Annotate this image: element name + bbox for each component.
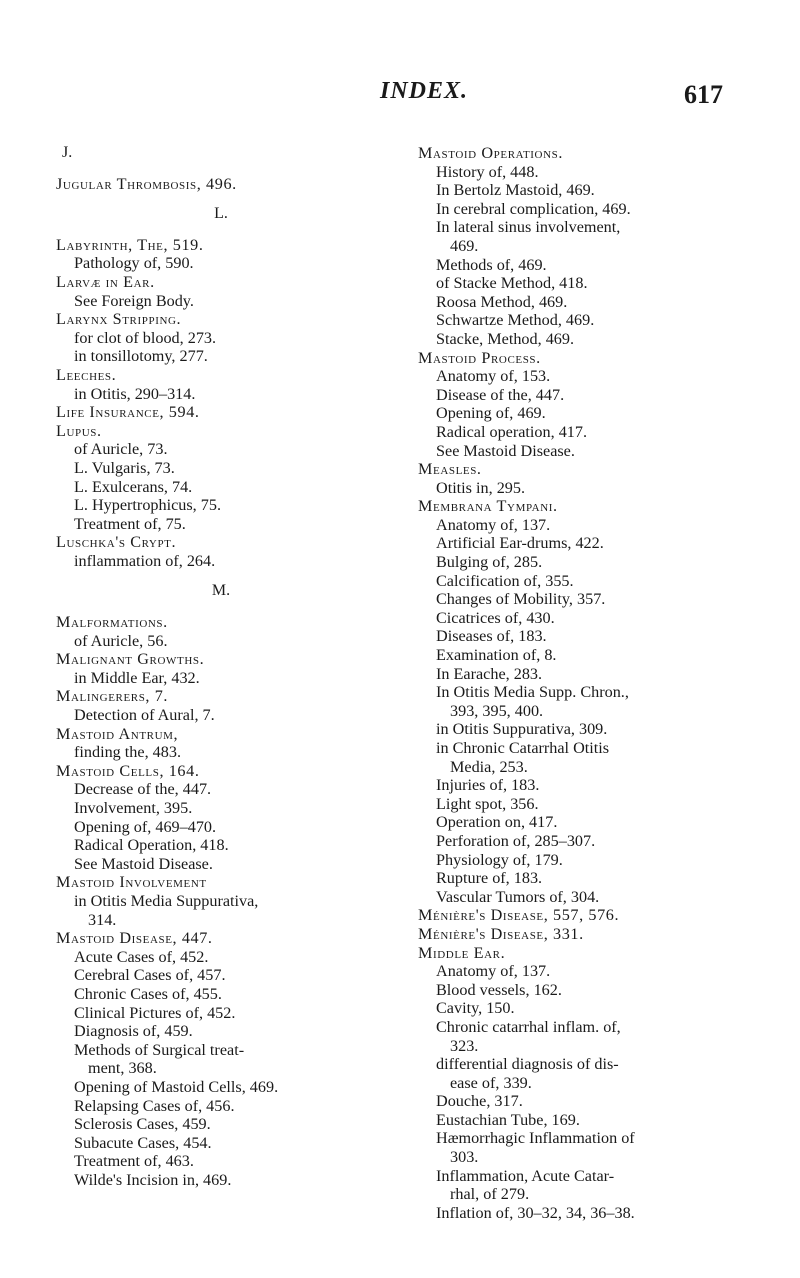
index-subentry: Cavity, 150.: [436, 999, 515, 1018]
index-subentry: Chronic catarrhal inflam. of,: [436, 1017, 621, 1036]
index-subentry: inflammation of, 264.: [74, 551, 216, 570]
index-heading: Malingerers, 7.: [56, 687, 169, 706]
index-subentry: Hæmorrhagic Inflammation of: [436, 1129, 635, 1148]
index-subentry: Roosa Method, 469.: [436, 292, 568, 311]
index-heading: Ménière's Disease, 557, 576.: [418, 906, 620, 925]
index-subentry: Chronic Cases of, 455.: [74, 984, 222, 1003]
index-heading: Ménière's Disease, 331.: [418, 924, 584, 943]
index-subentry: Anatomy of, 153.: [436, 367, 551, 386]
index-heading: Life Insurance, 594.: [56, 403, 200, 422]
index-subentry: Light spot, 356.: [436, 794, 539, 813]
index-subentry: in Otitis, 290–314.: [74, 384, 196, 403]
index-subentry: in tonsillotomy, 277.: [74, 347, 208, 366]
section-letter-m: M.: [211, 582, 231, 600]
section-letter-j: J.: [62, 144, 73, 161]
index-subentry-cont: 393, 395, 400.: [450, 701, 544, 720]
index-heading: Malformations.: [56, 613, 168, 632]
index-subentry-cont: 323.: [450, 1036, 479, 1055]
index-subentry: Opening of, 469.: [436, 404, 546, 423]
index-subentry: L. Hypertrophicus, 75.: [74, 496, 222, 515]
index-subentry: Otitis in, 295.: [436, 478, 526, 497]
index-subentry: differential diagnosis of dis-: [436, 1055, 619, 1074]
index-heading: Jugular Thrombosis, 496.: [56, 174, 237, 193]
index-subentry: Cicatrices of, 430.: [436, 608, 555, 627]
index-subentry-cont: 314.: [88, 910, 117, 929]
index-subentry: Calcification of, 355.: [436, 571, 574, 590]
index-subentry: Opening of Mastoid Cells, 469.: [74, 1077, 279, 1096]
index-heading: Middle Ear.: [418, 943, 506, 962]
index-subentry: Disease of the, 447.: [436, 385, 565, 404]
index-subentry: Sclerosis Cases, 459.: [74, 1115, 211, 1134]
index-subentry: Radical operation, 417.: [436, 422, 588, 441]
index-heading: Mastoid Cells, 164.: [56, 761, 200, 780]
page-header: [0, 78, 800, 118]
index-subentry: Examination of, 8.: [436, 646, 557, 665]
index-subentry: Inflammation, Acute Catar-: [436, 1166, 615, 1185]
index-subentry: Decrease of the, 447.: [74, 780, 212, 799]
index-subentry: See Mastoid Disease.: [74, 854, 213, 873]
index-subentry: Acute Cases of, 452.: [74, 947, 209, 966]
index-subentry: in Chronic Catarrhal Otitis: [436, 739, 610, 757]
index-subentry: Treatment of, 463.: [74, 1152, 194, 1171]
index-subentry: Vascular Tumors of, 304.: [436, 887, 600, 906]
index-heading: Mastoid Involvement: [56, 873, 207, 892]
index-subentry: Schwartze Method, 469.: [436, 311, 595, 330]
index-subentry-cont: ment, 368.: [88, 1059, 157, 1078]
index-heading: Malignant Growths.: [56, 650, 205, 669]
index-subentry: L. Exulcerans, 74.: [74, 477, 193, 496]
index-heading: Leeches.: [56, 365, 117, 384]
index-heading: Mastoid Process.: [418, 348, 541, 367]
running-head: INDEX.: [380, 78, 469, 104]
index-subentry: Eustachian Tube, 169.: [436, 1110, 580, 1129]
index-subentry: Stacke, Method, 469.: [436, 329, 575, 348]
index-subentry: In Bertolz Mastoid, 469.: [436, 181, 595, 200]
index-heading: Mastoid Disease, 447.: [56, 929, 213, 948]
index-subentry: Perforation of, 285–307.: [436, 831, 596, 850]
index-subentry: Detection of Aural, 7.: [74, 706, 215, 725]
index-subentry: Injuries of, 183.: [436, 776, 540, 795]
index-subentry-cont: rhal, of 279.: [450, 1185, 530, 1204]
index-subentry: In lateral sinus involvement,: [436, 218, 621, 237]
index-subentry: of Auricle, 73.: [74, 440, 168, 459]
index-heading: Mastoid Operations.: [418, 144, 563, 162]
index-subentry: Diseases of, 183.: [436, 627, 547, 646]
page-number: 617: [684, 80, 723, 109]
index-subentry: Wilde's Incision in, 469.: [74, 1170, 232, 1189]
index-subentry: Blood vessels, 162.: [436, 980, 562, 999]
index-subentry-cont: ease of, 339.: [450, 1073, 532, 1092]
index-subentry: Methods of Surgical treat-: [74, 1040, 245, 1059]
index-subentry: of Stacke Method, 418.: [436, 274, 588, 293]
index-subentry: See Mastoid Disease.: [436, 441, 575, 460]
section-letter-l: L.: [214, 205, 228, 223]
index-subentry: Treatment of, 75.: [74, 514, 186, 533]
index-column-right: [418, 144, 748, 1222]
index-heading: Membrana Tympani.: [418, 497, 558, 516]
index-heading: Larvæ in Ear.: [56, 272, 155, 291]
index-subentry: Anatomy of, 137.: [436, 962, 551, 981]
index-subentry: In Otitis Media Supp. Chron.,: [436, 683, 629, 702]
index-subentry: Inflation of, 30–32, 34, 36–38.: [436, 1203, 635, 1222]
index-subentry-cont: 303.: [450, 1148, 479, 1167]
index-subentry: Clinical Pictures of, 452.: [74, 1003, 236, 1022]
index-subentry: Relapsing Cases of, 456.: [74, 1096, 235, 1115]
index-subentry: Pathology of, 590.: [74, 254, 194, 273]
index-subentry-cont: Media, 253.: [450, 757, 528, 776]
index-subentry: Changes of Mobility, 357.: [436, 590, 606, 609]
index-subentry: Radical Operation, 418.: [74, 836, 229, 855]
index-subentry: in Otitis Media Suppurativa,: [74, 891, 259, 910]
index-subentry: Bulging of, 285.: [436, 553, 543, 572]
index-subentry: Cerebral Cases of, 457.: [74, 966, 226, 985]
index-subentry: Opening of, 469–470.: [74, 817, 217, 836]
index-subentry: for clot of blood, 273.: [74, 328, 217, 347]
index-subentry: L. Vulgaris, 73.: [74, 458, 175, 477]
index-subentry: Douche, 317.: [436, 1092, 523, 1111]
index-subentry: Diagnosis of, 459.: [74, 1022, 193, 1041]
index-subentry: In cerebral complication, 469.: [436, 199, 631, 218]
index-subentry: Artificial Ear-drums, 422.: [436, 534, 604, 553]
index-subentry: Subacute Cases, 454.: [74, 1133, 212, 1152]
index-subentry: of Auricle, 56.: [74, 631, 168, 650]
index-subentry: In Earache, 283.: [436, 664, 543, 683]
index-column-left: [56, 144, 386, 1189]
index-heading: Lupus.: [56, 421, 102, 440]
index-subentry: Operation on, 417.: [436, 813, 558, 832]
index-subentry: finding the, 483.: [74, 743, 182, 762]
index-heading: Measles.: [418, 460, 482, 479]
index-subentry: Physiology of, 179.: [436, 850, 563, 869]
index-heading: Labyrinth, The, 519.: [56, 235, 204, 254]
index-subentry-cont: 469.: [450, 236, 479, 255]
index-subentry: Rupture of, 183.: [436, 869, 543, 888]
index-heading: Mastoid Antrum,: [56, 724, 179, 743]
index-heading: Luschka's Crypt.: [56, 533, 177, 552]
index-subentry: See Foreign Body.: [74, 291, 194, 310]
index-subentry: in Middle Ear, 432.: [74, 668, 200, 687]
index-subentry: Methods of, 469.: [436, 255, 547, 274]
index-heading: Larynx Stripping.: [56, 310, 182, 329]
index-subentry: Anatomy of, 137.: [436, 515, 551, 534]
index-subentry: History of, 448.: [436, 162, 539, 181]
index-subentry: in Otitis Suppurativa, 309.: [436, 720, 608, 739]
index-subentry: Involvement, 395.: [74, 799, 193, 817]
